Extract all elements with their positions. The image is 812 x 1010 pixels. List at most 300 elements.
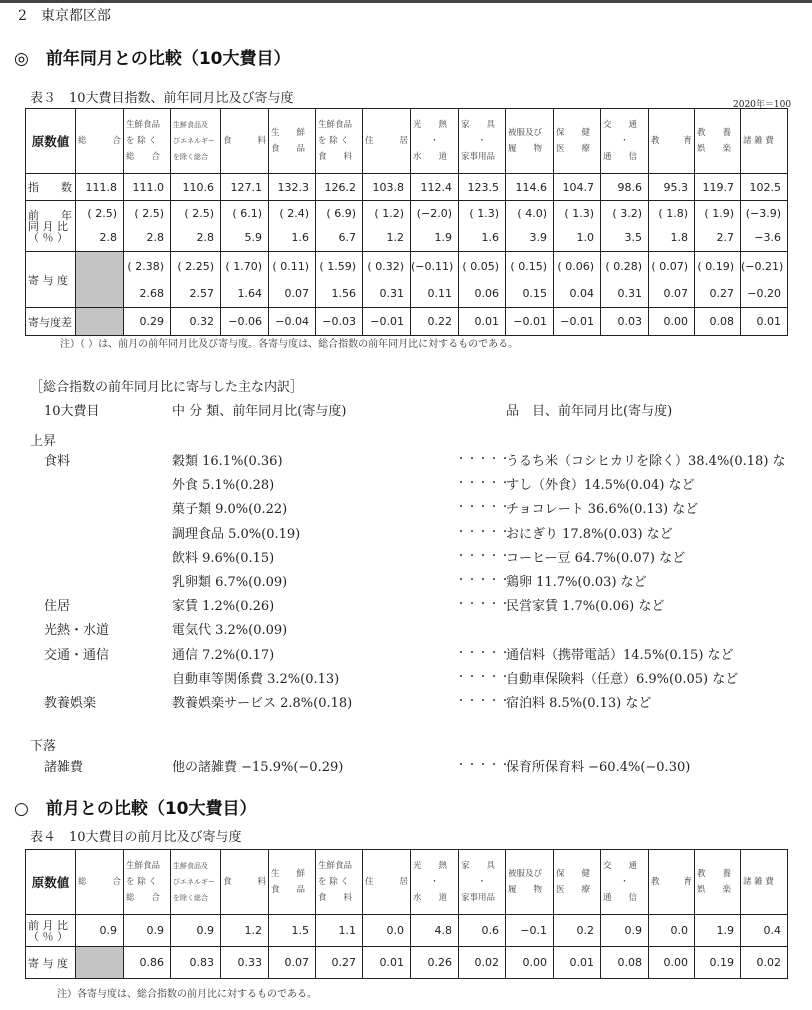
contrib-prev-value: (−0.21) [741, 259, 784, 273]
contrib-empty-cell [76, 252, 124, 308]
column-header-line: 水 道 [413, 893, 448, 903]
column-header-text [221, 874, 268, 890]
contrib-prev-value: ( 0.06) [557, 259, 594, 273]
contrib-diff-value: 0.08 [695, 308, 741, 336]
column-header [363, 850, 411, 915]
leader-dots: ・・・・・ [456, 502, 511, 514]
leader-dots: ・・・・・ [456, 526, 511, 538]
column-header-line: 教 養 [697, 128, 732, 138]
yoy-value: 1.9 [434, 231, 452, 244]
table3-caption: 表３ 10大費目指数、前年同月比及び寄与度 [30, 91, 294, 106]
contrib-value: 0.33 [221, 947, 269, 979]
column-header [269, 109, 316, 174]
column-header [649, 850, 695, 915]
column-header-text [221, 133, 268, 149]
contrib-prev-value: ( 0.19) [697, 259, 734, 273]
column-header-lines [554, 866, 600, 898]
column-header-line: ・ [477, 136, 487, 146]
column-header-left: 食 [223, 877, 232, 887]
leader-dots: ・・・・・ [456, 647, 511, 659]
contrib-cell [649, 252, 695, 308]
contrib-value: 0.31 [379, 286, 404, 300]
column-header [649, 109, 695, 174]
column-header-line: 被服及び [508, 128, 543, 138]
column-header-line: 家 具 [461, 120, 496, 130]
column-header-lines [459, 858, 505, 906]
column-header-right: 料 [257, 877, 266, 887]
contrib-cell [459, 252, 506, 308]
yoy-prev-value: ( 2.5) [87, 207, 117, 220]
mid-class-entry: 他の諸雑費 −15.9%(−0.29) [172, 760, 344, 775]
item-entry: 保育所保育料 −60.4%(−0.30) [506, 760, 691, 775]
yoy-cell [601, 201, 649, 252]
leader-dots: ・・・・・ [456, 599, 511, 611]
mom-value: −0.1 [506, 915, 554, 947]
column-header-lines [411, 117, 458, 165]
index-value: 112.4 [411, 174, 459, 201]
contrib-empty-cell [76, 947, 124, 979]
mom-value: 0.9 [76, 915, 124, 947]
index-value: 123.5 [459, 174, 506, 201]
contrib-cell [124, 252, 171, 308]
mid-class-entry: 電気代 3.2%(0.09) [172, 623, 288, 639]
contrib-diff-value: 0.00 [649, 308, 695, 336]
column-header-line: 医 療 [556, 144, 591, 154]
yoy-prev-value: ( 1.2) [374, 207, 404, 220]
column-header-line: 娯 楽 [697, 885, 732, 895]
table4 [25, 849, 788, 979]
yoy-prev-value: (−2.0) [416, 207, 452, 220]
contrib-cell [741, 252, 788, 308]
mom-value: 0.9 [601, 915, 649, 947]
column-header-line: 保 健 [556, 128, 591, 138]
column-header-line: 食 品 [271, 885, 306, 895]
index-value: 127.1 [221, 174, 269, 201]
contrib-cell [316, 252, 363, 308]
yoy-cell [363, 201, 411, 252]
column-header [506, 109, 554, 174]
leader-dots: ・・・・・ [456, 760, 511, 771]
column-header-right: 居 [399, 877, 408, 887]
mom-value: 1.2 [221, 915, 269, 947]
index-value: 114.6 [506, 174, 554, 201]
contrib-prev-value: ( 2.38) [127, 259, 164, 273]
contrib-value: 1.64 [237, 286, 262, 300]
yoy-prev-value: ( 1.3) [564, 207, 594, 220]
contrib-cell [554, 252, 601, 308]
yoy-cell [554, 201, 601, 252]
column-header-line: 通 信 [603, 152, 638, 162]
column-header-right: 合 [112, 877, 121, 887]
column-header-line: 生 鮮 [271, 869, 306, 879]
contrib-value: −0.20 [747, 286, 781, 300]
item-entry: 鶏卵 11.7%(0.03) など [506, 575, 647, 590]
mom-value: 0.0 [363, 915, 411, 947]
index-value: 111.8 [76, 174, 124, 201]
column-header-line: 生 鮮 [271, 128, 306, 138]
column-header-line: 水 道 [413, 152, 448, 162]
column-header-text [741, 874, 787, 890]
index-value: 110.6 [171, 174, 221, 201]
yoy-heading: ◎ 前年同月との比較（10大費目） [14, 49, 291, 69]
index-value: 132.3 [269, 174, 316, 201]
column-header [554, 850, 601, 915]
contrib-diff-value: 0.22 [411, 308, 459, 336]
table3-contrib-diff-row [26, 308, 788, 336]
column-header [221, 850, 269, 915]
column-header [76, 850, 124, 915]
contrib-prev-value: ( 1.59) [319, 259, 356, 273]
index-value: 102.5 [741, 174, 788, 201]
column-header-lines [269, 866, 315, 898]
column-header-lines [171, 858, 220, 906]
column-header-right: 居 [399, 136, 408, 146]
column-header-left: 住 [365, 877, 374, 887]
column-header-line: 家 具 [461, 861, 496, 871]
rise-label: 上昇 [30, 434, 57, 449]
contrib-value: 1.56 [331, 286, 356, 300]
index-value: 103.8 [363, 174, 411, 201]
column-header-lines [171, 117, 220, 165]
column-header-line: ・ [620, 877, 629, 887]
yoy-cell [506, 201, 554, 252]
contrib-diff-value: −0.04 [269, 308, 316, 336]
column-header-line: ・ [477, 877, 487, 887]
leader-dots: ・・・・・ [456, 478, 511, 490]
mid-class-entry: 飲料 9.6%(0.15) [172, 550, 275, 566]
row-label-contrib: 寄 与 度 [26, 947, 76, 979]
item-entry: 自動車保険料（任意）6.9%(0.05) など [506, 671, 739, 687]
mom-value: 0.2 [554, 915, 601, 947]
category-label: 食料 [44, 454, 71, 469]
contrib-value: 0.06 [474, 286, 499, 300]
contrib-value: 0.00 [649, 947, 695, 979]
column-header-lines [124, 858, 170, 906]
yoy-value: 2.8 [99, 231, 117, 244]
yoy-value: 2.7 [716, 231, 734, 244]
breakdown-col3-header: 品 目、前年同月比(寄与度) [506, 404, 673, 419]
contrib-value: 0.02 [459, 947, 506, 979]
column-header-line: びエネルギー [173, 878, 215, 886]
table3-contrib-row [26, 252, 788, 308]
contrib-cell [221, 252, 269, 308]
yoy-value: 1.0 [576, 231, 594, 244]
breakdown-col2-header: 中 分 類、前年同月比(寄与度) [172, 404, 347, 419]
contrib-value: 0.15 [522, 286, 547, 300]
yoy-cell [124, 201, 171, 252]
contrib-value: 0.11 [427, 286, 452, 300]
column-header [124, 850, 171, 915]
yoy-value: 2.8 [196, 231, 214, 244]
column-header-text [741, 133, 787, 149]
contrib-diff-value: −0.01 [363, 308, 411, 336]
yoy-cell [171, 201, 221, 252]
column-header-lines [124, 117, 170, 165]
table3-header-row [26, 109, 788, 174]
yoy-prev-value: ( 1.3) [469, 207, 499, 220]
column-header [76, 109, 124, 174]
column-header-line: 生鮮食品及 [173, 121, 208, 129]
column-header-right: 料 [257, 136, 266, 146]
column-header-line: 生鮮食品 [126, 120, 161, 130]
row-label-contrib-diff: 寄与度差 [26, 308, 76, 336]
index-value: 95.3 [649, 174, 695, 201]
yoy-prev-value: ( 1.9) [704, 207, 734, 220]
column-header-line: 生鮮食品 [126, 861, 161, 871]
column-header-line: を 除 く [318, 136, 349, 146]
column-header [459, 850, 506, 915]
column-header [506, 850, 554, 915]
yoy-cell [459, 201, 506, 252]
contrib-value: 0.01 [554, 947, 601, 979]
column-header-left: 食 [223, 136, 232, 146]
contrib-diff-value: −0.01 [506, 308, 554, 336]
column-header-lines [601, 858, 648, 906]
table4-contrib-row [26, 947, 788, 979]
yoy-prev-value: (−3.9) [745, 207, 781, 220]
yoy-prev-value: ( 2.5) [184, 207, 214, 220]
column-header-left: 教 [651, 136, 660, 146]
yoy-cell [221, 201, 269, 252]
column-header-line: 交 通 [603, 861, 638, 871]
column-header-line: 生鮮食品 [318, 120, 353, 130]
column-header-text [76, 874, 123, 890]
yoy-prev-value: ( 6.9) [326, 207, 356, 220]
column-header-line: 食 料 [318, 893, 353, 903]
index-value: 126.2 [316, 174, 363, 201]
contrib-value: 0.01 [363, 947, 411, 979]
row-label-yoy: 前 年 同 月 比 （ ％ ） [26, 201, 76, 252]
column-header-line: 生鮮食品 [318, 861, 353, 871]
table4-note: 注）各寄与度は、総合指数の前月比に対するものである。 [57, 989, 317, 1000]
category-label: 住居 [44, 599, 71, 615]
table3-yoy-row [26, 201, 788, 252]
item-entry: すし（外食）14.5%(0.04) など [506, 478, 695, 494]
contrib-value: 0.86 [124, 947, 171, 979]
section-title: 2 東京都区部 [18, 8, 111, 24]
column-header-line: びエネルギー [173, 137, 215, 145]
column-header [695, 109, 741, 174]
column-header-right: 育 [683, 136, 692, 146]
contrib-cell [411, 252, 459, 308]
contrib-prev-value: ( 0.11) [272, 259, 309, 273]
column-header [171, 109, 221, 174]
yoy-prev-value: ( 1.8) [658, 207, 688, 220]
column-header-text [363, 133, 410, 149]
contrib-prev-value: (−0.11) [411, 259, 454, 273]
column-header [601, 850, 649, 915]
mid-class-entry: 乳卵類 6.7%(0.09) [172, 575, 288, 590]
yoy-cell [269, 201, 316, 252]
mid-class-entry: 菓子類 9.0%(0.22) [172, 502, 288, 518]
contrib-cell [363, 252, 411, 308]
column-header [411, 850, 459, 915]
contrib-diff-value: 0.01 [741, 308, 788, 336]
column-header-line: 教 養 [697, 869, 732, 879]
yoy-value: 1.8 [670, 231, 688, 244]
column-header-lines [554, 125, 600, 157]
column-header-left: 住 [365, 136, 374, 146]
contrib-diff-value: −0.03 [316, 308, 363, 336]
contrib-value: 0.07 [663, 286, 688, 300]
column-header-line: ・ [430, 136, 439, 146]
yoy-value: 6.7 [338, 231, 356, 244]
contrib-value: 0.07 [269, 947, 316, 979]
contrib-value: 0.02 [741, 947, 788, 979]
corner-label: 原数値 [26, 109, 76, 174]
column-header-lines [695, 125, 740, 157]
table3 [25, 108, 788, 336]
table3-note: 注）（ ）は、前月の前年同月比及び寄与度。各寄与度は、総合指数の前年同月比に対するものである。 [60, 339, 519, 350]
contrib-prev-value: ( 0.32) [367, 259, 404, 273]
column-header-line: 履 物 [508, 144, 543, 154]
column-header-line: 医 療 [556, 885, 591, 895]
contrib-prev-value: ( 0.07) [651, 259, 688, 273]
leader-dots: ・・・・・ [456, 671, 511, 683]
contrib-cell [506, 252, 554, 308]
column-header [363, 109, 411, 174]
column-header-line: 食 料 [318, 152, 353, 162]
mid-class-entry: 穀類 16.1%(0.36) [172, 454, 283, 469]
yoy-value: 5.9 [244, 231, 262, 244]
column-header-line: 光 熱 [413, 861, 448, 871]
column-header [269, 850, 316, 915]
column-header-line: 被服及び [508, 869, 543, 879]
yoy-prev-value: ( 3.2) [612, 207, 642, 220]
contrib-value: 0.83 [171, 947, 221, 979]
column-header-text [649, 133, 694, 149]
column-header-line: 保 健 [556, 869, 591, 879]
category-label: 教養娯楽 [44, 696, 97, 711]
contrib-prev-value: ( 0.05) [462, 259, 499, 273]
yoy-value: 1.6 [291, 231, 309, 244]
leader-dots: ・・・・・ [456, 575, 511, 586]
column-header-line: ・ [430, 877, 439, 887]
column-header-line: 娯 楽 [697, 144, 732, 154]
mid-class-entry: 家賃 1.2%(0.26) [172, 599, 275, 615]
yoy-prev-value: ( 6.1) [232, 207, 262, 220]
mid-class-entry: 自動車等関係費 3.2%(0.13) [172, 671, 340, 687]
column-header-line: を 除 く [126, 877, 157, 887]
yoy-cell [316, 201, 363, 252]
yoy-value: −3.6 [754, 231, 781, 244]
column-header-lines [316, 117, 362, 165]
yoy-value: 3.9 [529, 231, 547, 244]
column-header [554, 109, 601, 174]
item-entry: おにぎり 17.8%(0.03) など [506, 526, 673, 542]
column-header-text [76, 133, 123, 149]
column-header-line: 光 熱 [413, 120, 448, 130]
yoy-cell [741, 201, 788, 252]
index-value: 104.7 [554, 174, 601, 201]
column-header-line: 食 品 [271, 144, 306, 154]
row-label-mom: 前 月 比 （ ％ ） [26, 915, 76, 947]
contrib-value: 0.08 [601, 947, 649, 979]
mom-heading: ○ 前月との比較（10大費目） [14, 799, 257, 819]
index-value: 98.6 [601, 174, 649, 201]
table4-caption: 表４ 10大費目の前月比及び寄与度 [30, 830, 242, 845]
leader-dots: ・・・・・ [456, 550, 511, 562]
row-label-contrib: 寄 与 度 [26, 252, 76, 308]
mom-value: 1.9 [695, 915, 741, 947]
item-entry: 宿泊料 8.5%(0.13) など [506, 696, 652, 711]
table3-index-row [26, 174, 788, 201]
yoy-cell [76, 201, 124, 252]
column-header-lines [506, 125, 553, 157]
corner-label: 原数値 [26, 850, 76, 915]
mid-class-entry: 外食 5.1%(0.28) [172, 478, 275, 494]
column-header-line: 総 合 [126, 152, 161, 162]
item-entry: チョコレート 36.6%(0.13) など [506, 502, 699, 518]
column-header [601, 109, 649, 174]
mom-value: 0.9 [124, 915, 171, 947]
contrib-diff-value: 0.03 [601, 308, 649, 336]
column-header-line: 生鮮食品及 [173, 862, 208, 870]
column-header [316, 850, 363, 915]
mom-value: 0.0 [649, 915, 695, 947]
contrib-value: 0.27 [709, 286, 734, 300]
yoy-prev-value: ( 4.0) [517, 207, 547, 220]
column-header-line: を 除 く [126, 136, 157, 146]
column-header-right: 合 [112, 136, 121, 146]
mom-value: 1.5 [269, 915, 316, 947]
category-label: 光熱・水道 [44, 623, 110, 639]
category-label: 交通・通信 [44, 647, 110, 663]
column-header-lines [459, 117, 505, 165]
column-header-text [363, 874, 410, 890]
column-header-lines [506, 866, 553, 898]
mom-value: 4.8 [411, 915, 459, 947]
contrib-cell [269, 252, 316, 308]
contrib-value: 2.57 [189, 286, 214, 300]
contrib-cell [695, 252, 741, 308]
contrib-value: 0.04 [569, 286, 594, 300]
mom-value: 0.6 [459, 915, 506, 947]
column-header-left: 総 [78, 136, 87, 146]
yoy-value: 1.2 [386, 231, 404, 244]
item-entry: 通信料（携帯電話）14.5%(0.15) など [506, 647, 734, 663]
column-header-lines [269, 125, 315, 157]
yoy-cell [695, 201, 741, 252]
contrib-value: 2.68 [139, 286, 164, 300]
column-header [741, 109, 788, 174]
column-header-left: 教 [651, 877, 660, 887]
leader-dots: ・・・・・ [456, 696, 511, 707]
column-header-lines [316, 858, 362, 906]
fall-label: 下落 [30, 739, 57, 754]
column-header-lines [695, 866, 740, 898]
column-header-left: 総 [78, 877, 87, 887]
column-header-line: を除く総合 [173, 153, 208, 161]
yoy-prev-value: ( 2.4) [279, 207, 309, 220]
yoy-value: 2.8 [146, 231, 164, 244]
contrib-diff-empty-cell [76, 308, 124, 336]
contrib-value: 0.27 [316, 947, 363, 979]
index-value: 119.7 [695, 174, 741, 201]
yoy-prev-value: ( 2.5) [134, 207, 164, 220]
contrib-value: 0.19 [695, 947, 741, 979]
contrib-value: 0.31 [617, 286, 642, 300]
breakdown-title: ［総合指数の前年同月比に寄与した主な内訳］ [30, 380, 304, 395]
contrib-diff-value: 0.29 [124, 308, 171, 336]
contrib-value: 0.26 [411, 947, 459, 979]
mid-class-entry: 教養娯楽サービス 2.8%(0.18) [172, 696, 353, 711]
column-header-line: 家事用品 [461, 152, 496, 162]
table3-base-note: 2020年＝100 [733, 100, 792, 110]
contrib-cell [171, 252, 221, 308]
contrib-diff-value: 0.01 [459, 308, 506, 336]
column-header [459, 109, 506, 174]
